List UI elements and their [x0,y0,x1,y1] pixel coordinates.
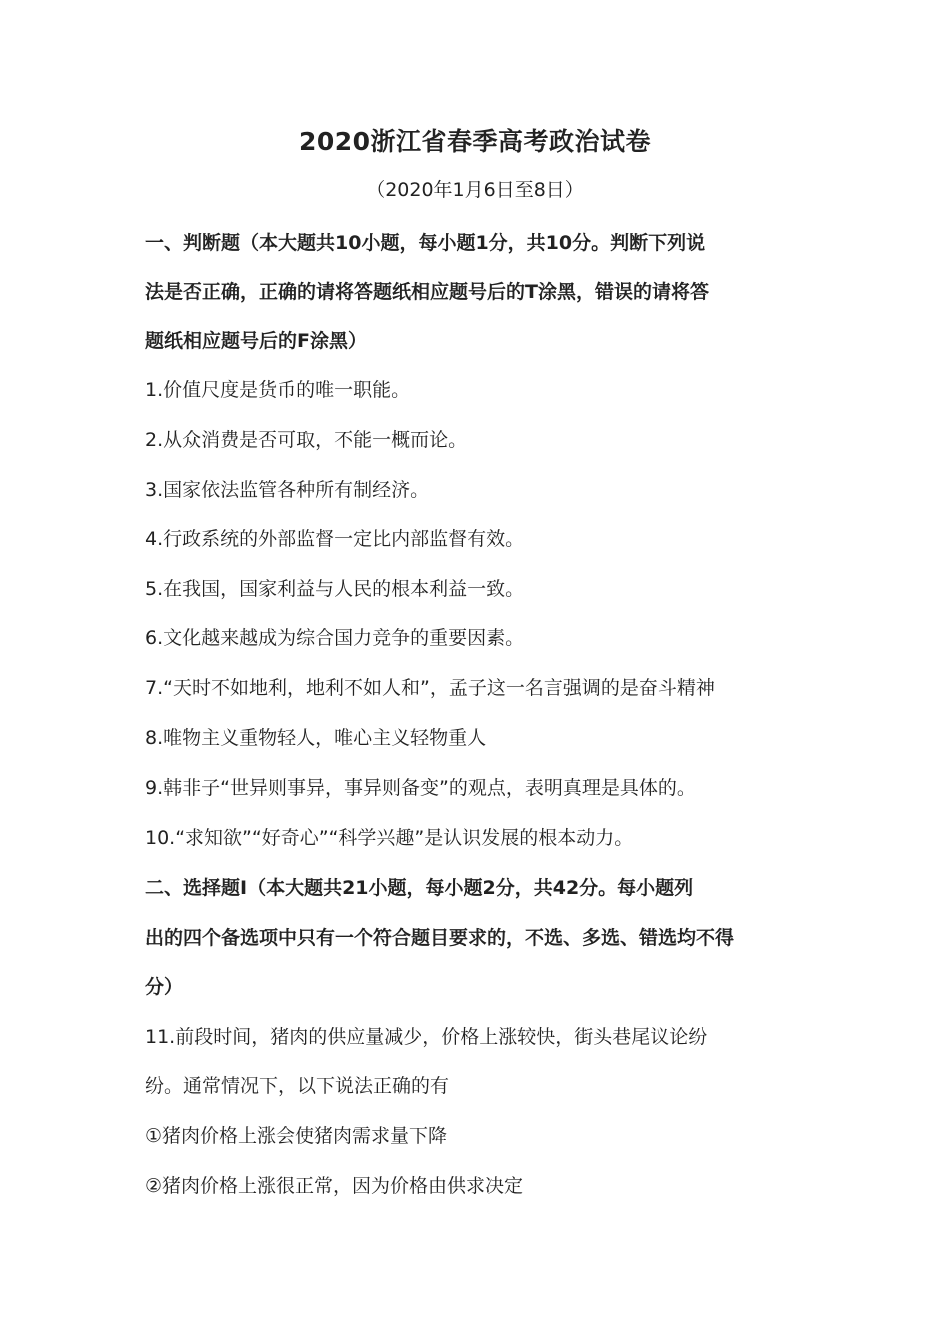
question-3: 3.国家依法监管各种所有制经济。 [145,479,430,501]
question-9: 9.韩非子“世异则事异，事异则备变”的观点，表明真理是具体的。 [145,777,696,799]
question-2: 2.从众消费是否可取，不能一概而论。 [145,429,468,451]
exam-title: 2020浙江省春季高考政治试卷 [298,127,652,156]
question-11-option-2: ②猪肉价格上涨很正常，因为价格由供求决定 [145,1175,524,1197]
question-6: 6.文化越来越成为综合国力竞争的重要因素。 [145,627,525,649]
question-8: 8.唯物主义重物轻人，唯心主义轻物重人 [145,727,487,749]
section2-heading-line2: 出的四个备选项中只有一个符合题目要求的，不选、多选、错选均不得 [145,927,735,949]
question-7: 7.“天时不如地利，地利不如人和”，孟子这一名言强调的是奋斗精神 [145,677,715,699]
question-5: 5.在我国，国家利益与人民的根本利益一致。 [145,578,525,600]
question-4: 4.行政系统的外部监督一定比内部监督有效。 [145,528,525,550]
section2-heading-line3: 分） [145,976,184,998]
section1-heading-line2: 法是否正确，正确的请将答题纸相应题号后的T涂黑，错误的请将答 [145,281,709,303]
question-11-option-1: ①猪肉价格上涨会使猪肉需求量下降 [145,1125,448,1147]
question-11-stem-line2: 纷。通常情况下，以下说法正确的有 [145,1075,450,1097]
question-11-stem-line1: 11.前段时间，猪肉的供应量减少，价格上涨较快，街头巷尾议论纷 [145,1026,708,1048]
question-10: 10.“求知欲”“好奇心”“科学兴趣”是认识发展的根本动力。 [145,827,634,849]
exam-date: （2020年1月6日至8日） [366,179,584,201]
section1-heading-line1: 一、判断题（本大题共10小题，每小题1分，共10分。判断下列说 [145,232,706,254]
question-1: 1.价值尺度是货币的唯一职能。 [145,379,411,401]
section1-heading-line3: 题纸相应题号后的F涂黑） [145,330,367,352]
section2-heading-line1: 二、选择题Ⅰ（本大题共21小题，每小题2分，共42分。每小题列 [145,877,694,899]
